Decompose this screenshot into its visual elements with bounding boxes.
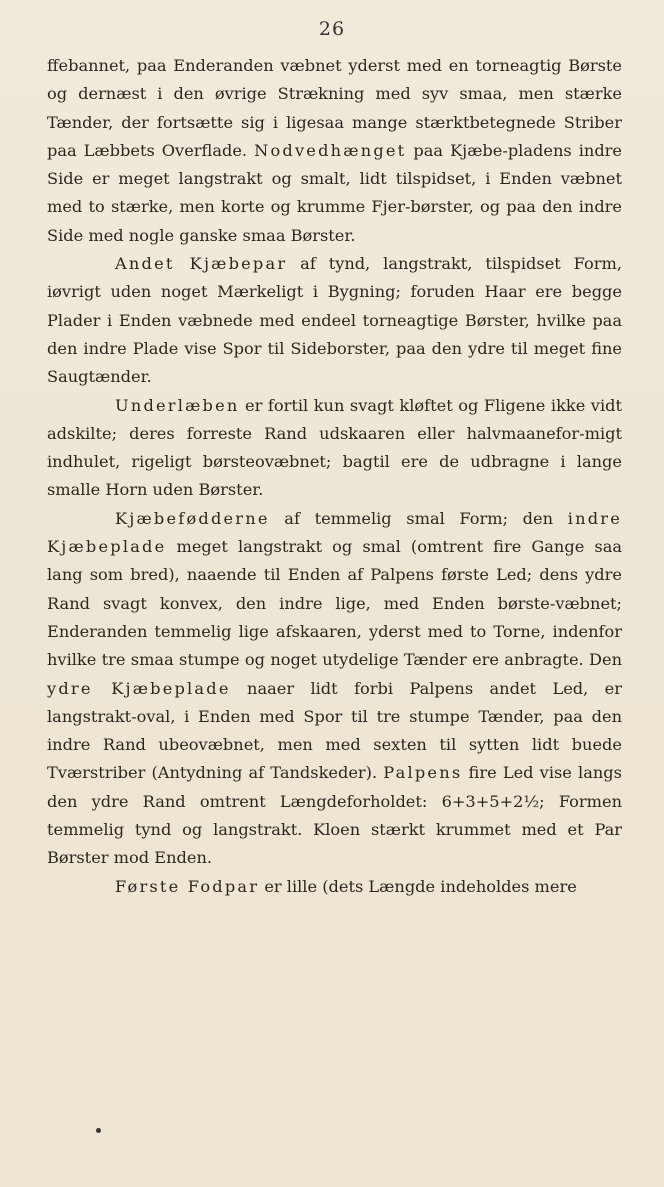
- spaced-emphasis: Palpens: [383, 763, 463, 783]
- text-run: naaer lidt forbi Palpens andet Led, er langstrakt-oval, i Enden med Spor til tre stumpe Tænder, paa den indre Rand ubeovæbnet, men med sexten til sytten lidt buede Tværstriber (Antydning af Tandskeder).: [47, 678, 622, 783]
- paragraph: [47, 52, 622, 250]
- paragraph: [47, 250, 622, 391]
- text-run: ffebannet, paa Enderanden væbnet yderst med en torneagtig Børste og dernæst i den øvrige Strækning med syv smaa, men stærke Tænder, der fortsætte sig i ligesaa mange stærktbetegnede Striber paa Læbbets Overflade.: [47, 56, 622, 160]
- spaced-emphasis: Kjæbefødderne: [115, 508, 270, 528]
- paragraph: [47, 873, 622, 901]
- page-number: 26: [318, 18, 346, 40]
- text-run: fire Led vise langs den ydre Rand omtrent Længdeforholdet: 6+3+5+2½; Formen temmelig tynd og langstrakt. Kloen stærkt krummet med et Par Børster mod Enden.: [47, 763, 622, 868]
- paragraph: [47, 505, 622, 873]
- paragraph: [47, 392, 622, 505]
- spaced-emphasis: indre: [567, 508, 622, 528]
- text-run: af tynd, langstrakt, tilspidset Form, iøvrigt uden noget Mærkeligt i Bygning; foruden Haar ere begge Plader i Enden væbnede med endeel torneagtige Børster, hvilke paa den indre Plade vise Spor til Sideborster, paa den ydre til meget fine Saugtænder.: [47, 254, 623, 387]
- text-run: er lille (dets Længde indeholdes mere: [259, 876, 577, 896]
- spaced-emphasis: Første Fodpar: [115, 876, 260, 896]
- text-run: paa Kjæbe-pladens indre Side er meget langstrakt og smalt, lidt tilspidset, i Enden væbnet med to stærke, men korte og krumme Fjer-børster, og paa den indre Side med nogle ganske smaa Børster.: [47, 140, 622, 245]
- text-run: er fortil kun svagt kløftet og Fligene ikke vidt adskilte; deres forreste Rand udskaaren eller halvmaanefor-migt indhulet, rigeligt børsteovæbnet; bagtil ere de udbragne i lange smalle Horn uden Børster.: [47, 395, 622, 500]
- spaced-emphasis: Underlæben: [115, 395, 240, 415]
- spaced-emphasis: Kjæbeplade: [47, 537, 167, 557]
- text-run: af temmelig smal Form; den: [269, 508, 568, 528]
- spaced-emphasis: Nodvedhænget: [254, 140, 407, 160]
- text-run: meget langstrakt og smal (omtrent fire Gange saa lang som bred), naaende til Enden af Palpens første Led; dens ydre Rand svagt konvex, den indre lige, med Enden børste-væbnet; Enderanden temmelig lige afskaaren, yderst med to Torne, indenfor hvilke tre smaa stumpe og noget utydelige Tænder ere anbragte. Den: [47, 537, 622, 670]
- spaced-emphasis: ydre Kjæbeplade: [47, 678, 231, 698]
- body-text: [47, 52, 622, 901]
- spaced-emphasis: Andet Kjæbepar: [115, 254, 288, 274]
- margin-mark: [96, 1128, 101, 1133]
